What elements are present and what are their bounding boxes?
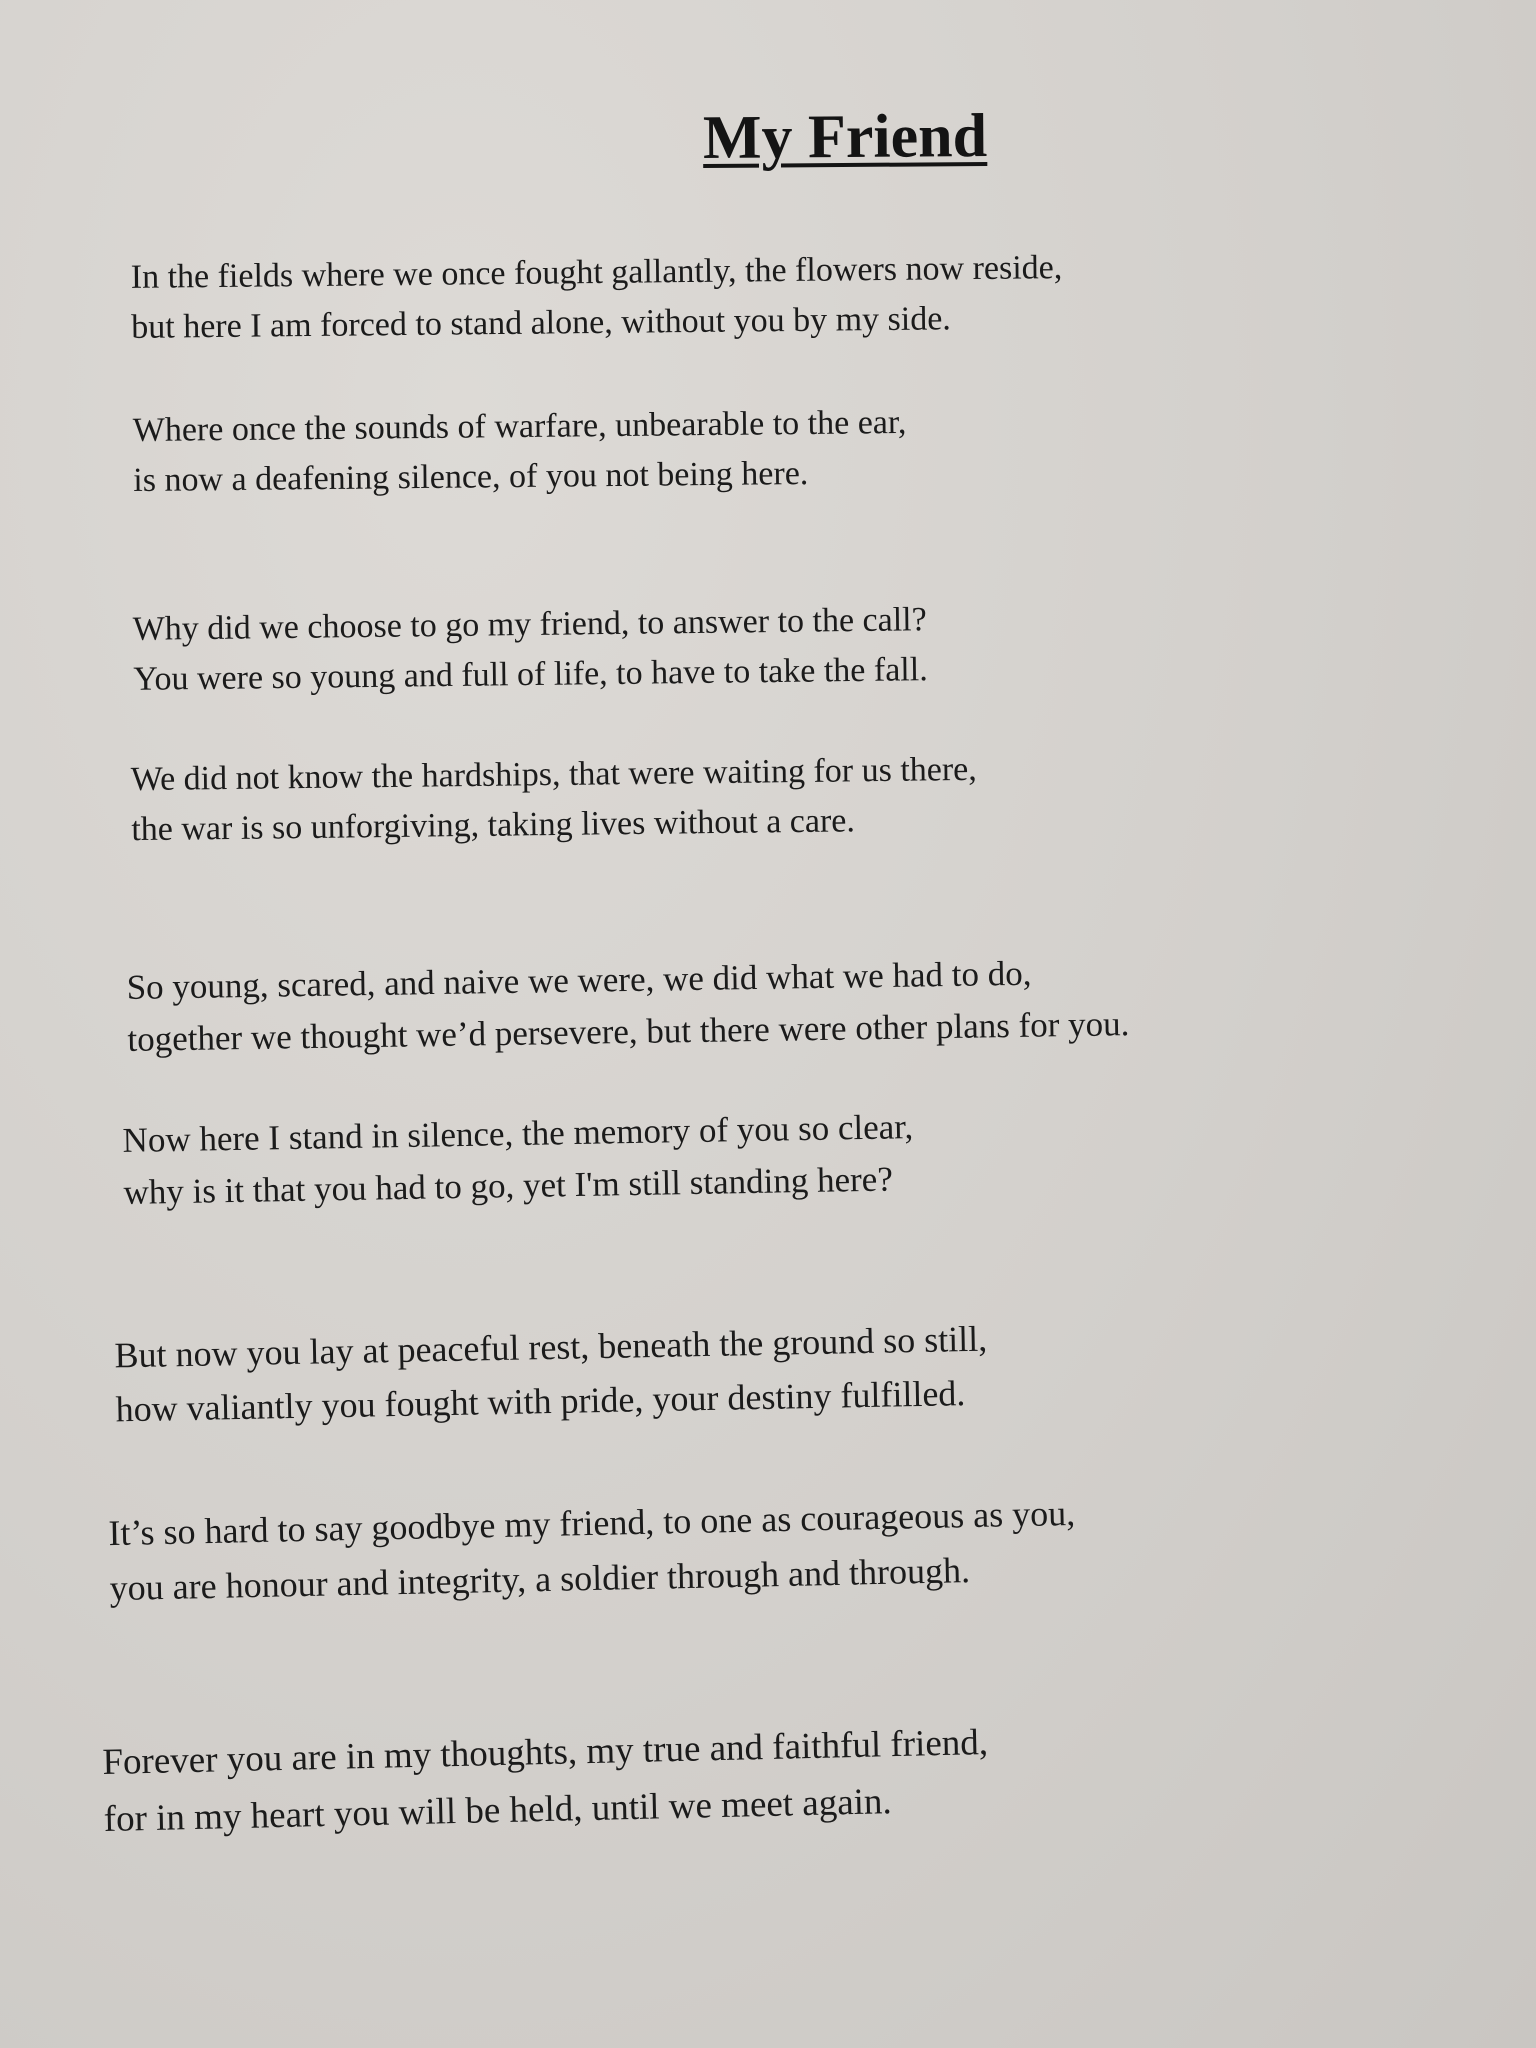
stanza-4: [130, 745, 977, 855]
stanza-1: [131, 243, 1064, 353]
stanza-8: [108, 1486, 1077, 1616]
stanza-line: is now a deafening silence, of you not being here.: [133, 454, 809, 500]
stanza-line: for in my heart you will be held, until we meet again.: [103, 1781, 893, 1841]
stanza-line: It’s so hard to say goodbye my friend, to one as courageous as you,: [108, 1492, 1076, 1554]
stanza-line: But now you lay at peaceful rest, beneath the ground so still,: [114, 1318, 988, 1376]
poem-title: My Friend: [702, 102, 988, 172]
stanza-line: Where once the sounds of warfare, unbearable to the ear,: [132, 403, 907, 450]
stanza-line: So young, scared, and naive we were, we did what we had to do,: [126, 953, 1032, 1007]
stanza-line: but here I am forced to stand alone, without you by my side.: [131, 300, 952, 346]
stanza-line: together we thought we’d persevere, but there were other plans for you.: [127, 1004, 1130, 1059]
stanza-line: In the fields where we once fought gallantly, the flowers now reside,: [130, 249, 1063, 296]
stanza-6: [122, 1101, 914, 1219]
stanza-line: Why did we choose to go my friend, to answer to the call?: [132, 601, 927, 648]
stanza-line: how valiantly you fought with pride, your destiny fulfilled.: [115, 1373, 966, 1430]
stanza-line: you are honour and integrity, a soldier through and through.: [109, 1550, 971, 1609]
stanza-line: Forever you are in my thoughts, my true and faithful friend,: [102, 1721, 989, 1784]
stanza-line: the war is so unforgiving, taking lives without a care.: [131, 802, 856, 849]
stanza-line: why is it that you had to go, yet I'm still standing here?: [123, 1159, 894, 1212]
stanza-7: [114, 1312, 989, 1437]
stanza-line: You were so young and full of life, to have to take the fall.: [133, 651, 928, 698]
stanza-line: Now here I stand in silence, the memory of you so clear,: [122, 1107, 914, 1160]
stanza-3: [132, 595, 928, 705]
stanza-2: [132, 398, 907, 506]
stanza-line: We did not know the hardships, that were waiting for us there,: [130, 750, 978, 799]
stanza-5: [126, 946, 1130, 1066]
stanza-9: [102, 1714, 990, 1848]
